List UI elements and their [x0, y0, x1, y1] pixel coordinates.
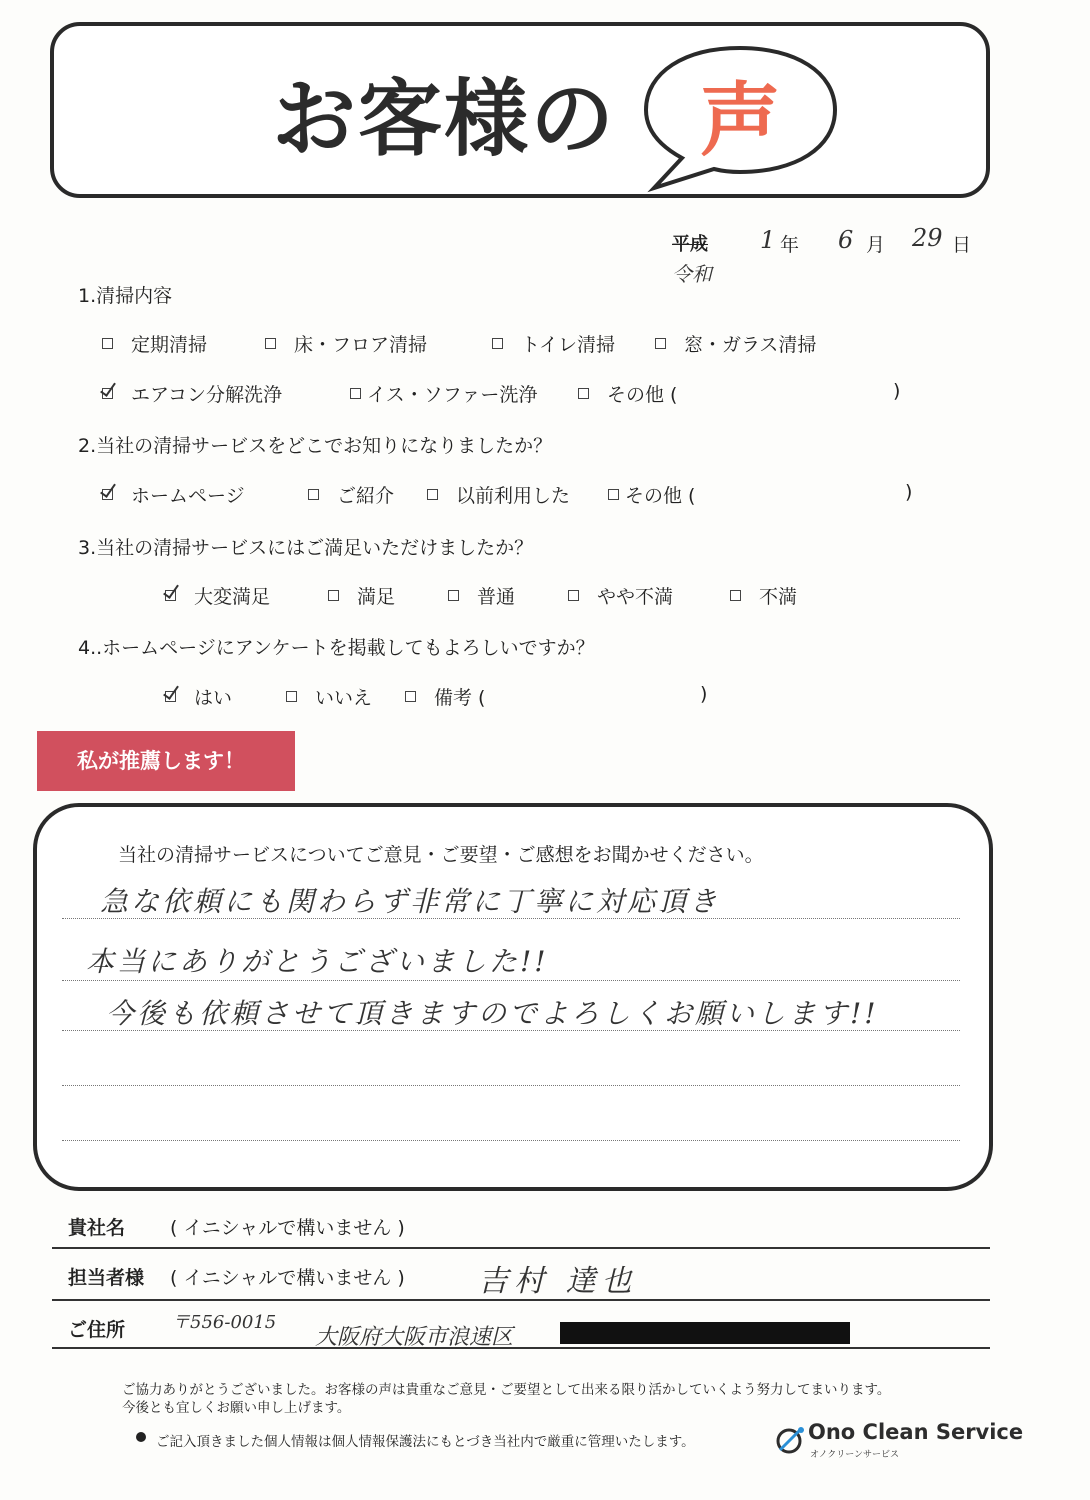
title-accent: 声 [700, 74, 780, 167]
date-year: 1 [760, 226, 776, 254]
form-rule [52, 1347, 990, 1349]
question-4: 4..ホームページにアンケートを掲載してもよろしいですか？ [78, 637, 595, 659]
company-label: 貴社名 [68, 1217, 126, 1239]
question-1: 1.清掃内容 [78, 285, 173, 307]
option-average[interactable]: 普通 [448, 582, 515, 609]
option-homepage[interactable]: ホームページ [102, 481, 245, 508]
option-yes[interactable]: はい [165, 683, 232, 710]
person-value[interactable]: 吉村 達也 [478, 1264, 638, 1299]
option-sofa-cleaning[interactable]: イス・ソファー洗浄 [350, 380, 537, 407]
question-3: 3.当社の清掃サービスにはご満足いただけましたか？ [78, 537, 534, 559]
other-1-close: ) [893, 380, 901, 402]
option-dissatisfied[interactable]: 不満 [730, 582, 797, 609]
day-unit: 日 [952, 234, 972, 256]
option-somewhat-dissatisfied[interactable]: やや不満 [568, 582, 673, 609]
recommend-banner: 私が推薦します！ [37, 731, 295, 791]
bullet-icon [136, 1432, 146, 1442]
person-note: ( イニシャルで構いません ) [170, 1267, 405, 1289]
page-title: お客様の [272, 70, 617, 168]
option-floor-cleaning[interactable]: 床・フロア清掃 [265, 330, 427, 357]
privacy-note: ご記入頂きました個人情報は個人情報保護法にもとづき当社内で厳重に管理いたします。 [156, 1434, 695, 1450]
option-remarks[interactable]: 備考 ( [405, 683, 485, 710]
option-satisfied[interactable]: 満足 [328, 582, 395, 609]
address-label: ご住所 [68, 1319, 126, 1341]
option-used-before[interactable]: 以前利用した [427, 481, 570, 508]
option-other-1[interactable]: その他 ( [578, 380, 677, 407]
comment-line-1: 急な依頼にも関わらず非常に丁寧に対応頂き [100, 885, 721, 918]
option-no[interactable]: いいえ [286, 683, 372, 710]
logo-mark-icon [774, 1424, 808, 1454]
date-day: 29 [912, 224, 943, 252]
option-toilet-cleaning[interactable]: トイレ清掃 [492, 330, 615, 357]
postal-code[interactable]: 〒556-0015 [172, 1312, 277, 1333]
date-month: 6 [838, 226, 854, 254]
year-unit: 年 [780, 234, 800, 256]
era-struck: 平成 [672, 234, 708, 255]
remarks-close: ) [700, 683, 708, 705]
comment-rule [62, 980, 960, 981]
thanks-text-2: 今後とも宜しくお願い申し上げます。 [122, 1400, 351, 1416]
option-window-cleaning[interactable]: 窓・ガラス清掃 [655, 330, 816, 357]
comment-line-3: 今後も依頼させて頂きますのでよろしくお願いします!! [106, 997, 879, 1030]
comment-rule [62, 1140, 960, 1141]
logo-name: Ono Clean Service [808, 1420, 1024, 1444]
form-rule [52, 1247, 990, 1249]
comment-line-2: 本当にありがとうございました!! [86, 945, 549, 978]
question-2: 2.当社の清掃サービスをどこでお知りになりましたか？ [78, 435, 553, 457]
address-value[interactable]: 大阪府大阪市浪速区 [315, 1325, 514, 1350]
logo-subtitle: オノクリーンサービス [810, 1450, 900, 1460]
company-note: ( イニシャルで構いません ) [170, 1217, 405, 1239]
person-label: 担当者様 [68, 1267, 145, 1289]
option-very-satisfied[interactable]: 大変満足 [165, 582, 270, 609]
comment-prompt: 当社の清掃サービスについてご意見・ご要望・ご感想をお聞かせください。 [118, 844, 764, 866]
redaction-bar [560, 1322, 850, 1344]
thanks-text-1: ご協力ありがとうございました。お客様の声は貴重なご意見・ご要望として出来る限り活かしていくよう努力してまいります。 [122, 1382, 891, 1398]
month-unit: 月 [866, 234, 886, 256]
option-other-2[interactable]: その他 ( [608, 481, 695, 508]
era-written: 令和 [672, 262, 712, 286]
form-rule [52, 1299, 990, 1301]
comment-rule [62, 1085, 960, 1086]
option-aircon-cleaning[interactable]: エアコン分解洗浄 [102, 380, 282, 407]
other-2-close: ) [905, 481, 913, 503]
option-regular-cleaning[interactable]: 定期清掃 [102, 330, 207, 357]
option-referral[interactable]: ご紹介 [308, 481, 394, 508]
